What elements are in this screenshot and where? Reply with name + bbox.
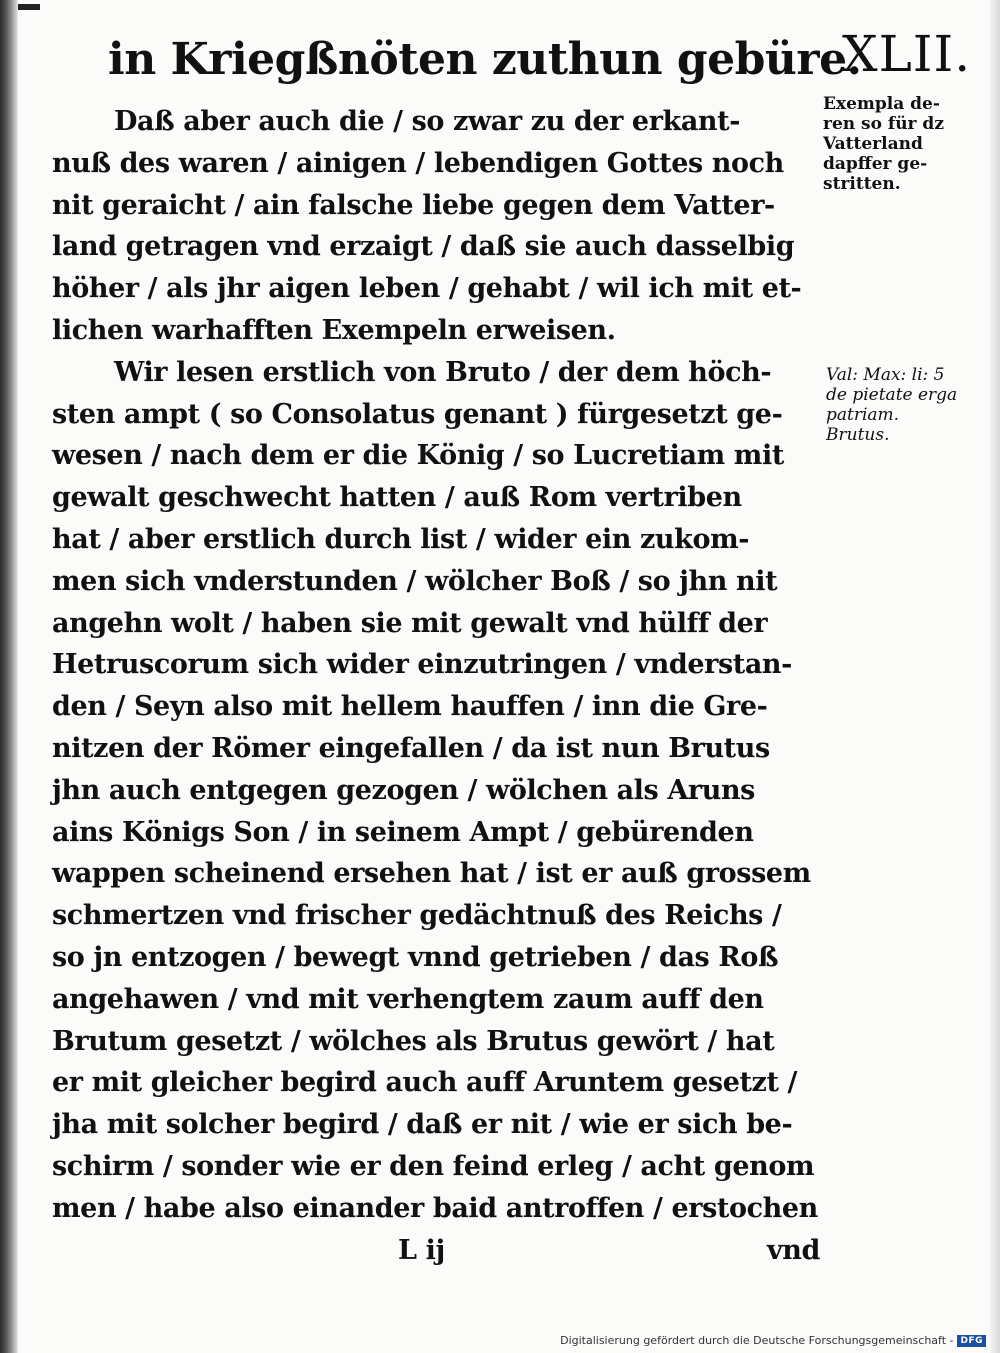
marginal-note-line: Exempla de- [823, 94, 940, 114]
credit-text: Digitalisierung gefördert durch die Deutsche Forschungsgemeinschaft - [560, 1334, 954, 1347]
text-line: nuß des waren / ainigen / lebendigen Gottes noch [52, 147, 784, 179]
binding-mark [18, 4, 40, 10]
text-line: jhn auch entgegen gezogen / wölchen als Aruns [52, 774, 755, 806]
marginal-note-source [826, 365, 957, 445]
text-line: schirm / sonder wie er den feind erleg / acht genom [52, 1150, 815, 1182]
folio-number: XLII. [842, 25, 972, 83]
text-line: höher / als jhr aigen leben / gehabt / wil ich mit et- [52, 273, 802, 305]
text-line: den / Seyn also mit hellem hauffen / inn die Gre- [52, 691, 768, 723]
marginal-note-exempla [823, 94, 944, 194]
catchword: vnd [767, 1234, 820, 1266]
text-line: Hetruscorum sich wider einzutringen / vnderstan- [52, 649, 792, 681]
running-head: in Kriegßnöten zuthun gebüre. [108, 34, 862, 85]
text-line: schmertzen vnd frischer gedächtnuß des Reichs / [52, 900, 782, 932]
text-line: lichen warhafften Exempeln erweisen. [52, 314, 616, 346]
text-line: wappen scheinend ersehen hat / ist er auß grossem [52, 858, 811, 890]
text-line: men sich vnderstunden / wölcher Boß / so jhn nit [52, 565, 778, 597]
body-text [52, 101, 822, 1271]
marginal-note-line: dapffer ge- [823, 154, 928, 174]
text-line: land getragen vnd erzaigt / daß sie auch dasselbig [52, 231, 795, 263]
marginal-note-line: Vatterland [823, 134, 923, 154]
page-right-edge [990, 0, 1000, 1353]
text-line: ains Königs Son / in seinem Ampt / gebürenden [52, 816, 754, 848]
text-line: angehawen / vnd mit verhengtem zaum auff den [52, 983, 764, 1015]
text-line: gewalt geschwecht hatten / auß Rom vertriben [52, 482, 742, 514]
dfg-logo-icon: DFG [957, 1335, 986, 1347]
text-line: sten ampt ( so Consolatus genant ) fürgesetzt ge- [52, 398, 783, 430]
signature-mark: L ij [398, 1234, 445, 1266]
text-line: so jn entzogen / bewegt vnnd getrieben / das Roß [52, 941, 779, 973]
text-line: nit geraicht / ain falsche liebe gegen dem Vatter- [52, 189, 775, 221]
marginal-note-line: Val: Max: li: 5 [826, 365, 945, 385]
text-line: angehn wolt / haben sie mit gewalt vnd hülff der [52, 607, 768, 639]
text-line: Daß aber auch die / so zwar zu der erkant- [114, 106, 741, 137]
marginal-note-line: patriam. [826, 405, 900, 425]
marginal-note-line: ren so für dz [823, 114, 944, 134]
text-line: wesen / nach dem er die König / so Lucretiam mit [52, 440, 784, 472]
text-line: er mit gleicher begird auch auff Aruntem gesetzt / [52, 1067, 798, 1099]
catch-line [52, 1230, 822, 1272]
marginal-note-line: stritten. [823, 174, 901, 194]
text-line: nitzen der Römer eingefallen / da ist nun Brutus [52, 732, 770, 764]
digitization-credit [560, 1334, 986, 1347]
page-binding-edge [0, 0, 18, 1353]
marginal-note-line: Brutus. [826, 425, 890, 445]
text-line: hat / aber erstlich durch list / wider ein zukom- [52, 523, 750, 555]
text-line: Wir lesen erstlich von Bruto / der dem höch- [114, 356, 772, 388]
text-line: Brutum gesetzt / wölches als Brutus gewört / hat [52, 1025, 775, 1057]
marginal-note-line: de pietate erga [826, 385, 958, 405]
text-line: jha mit solcher begird / daß er nit / wie er sich be- [52, 1109, 793, 1141]
text-line: men / habe also einander baid antroffen / erstochen [52, 1192, 818, 1224]
